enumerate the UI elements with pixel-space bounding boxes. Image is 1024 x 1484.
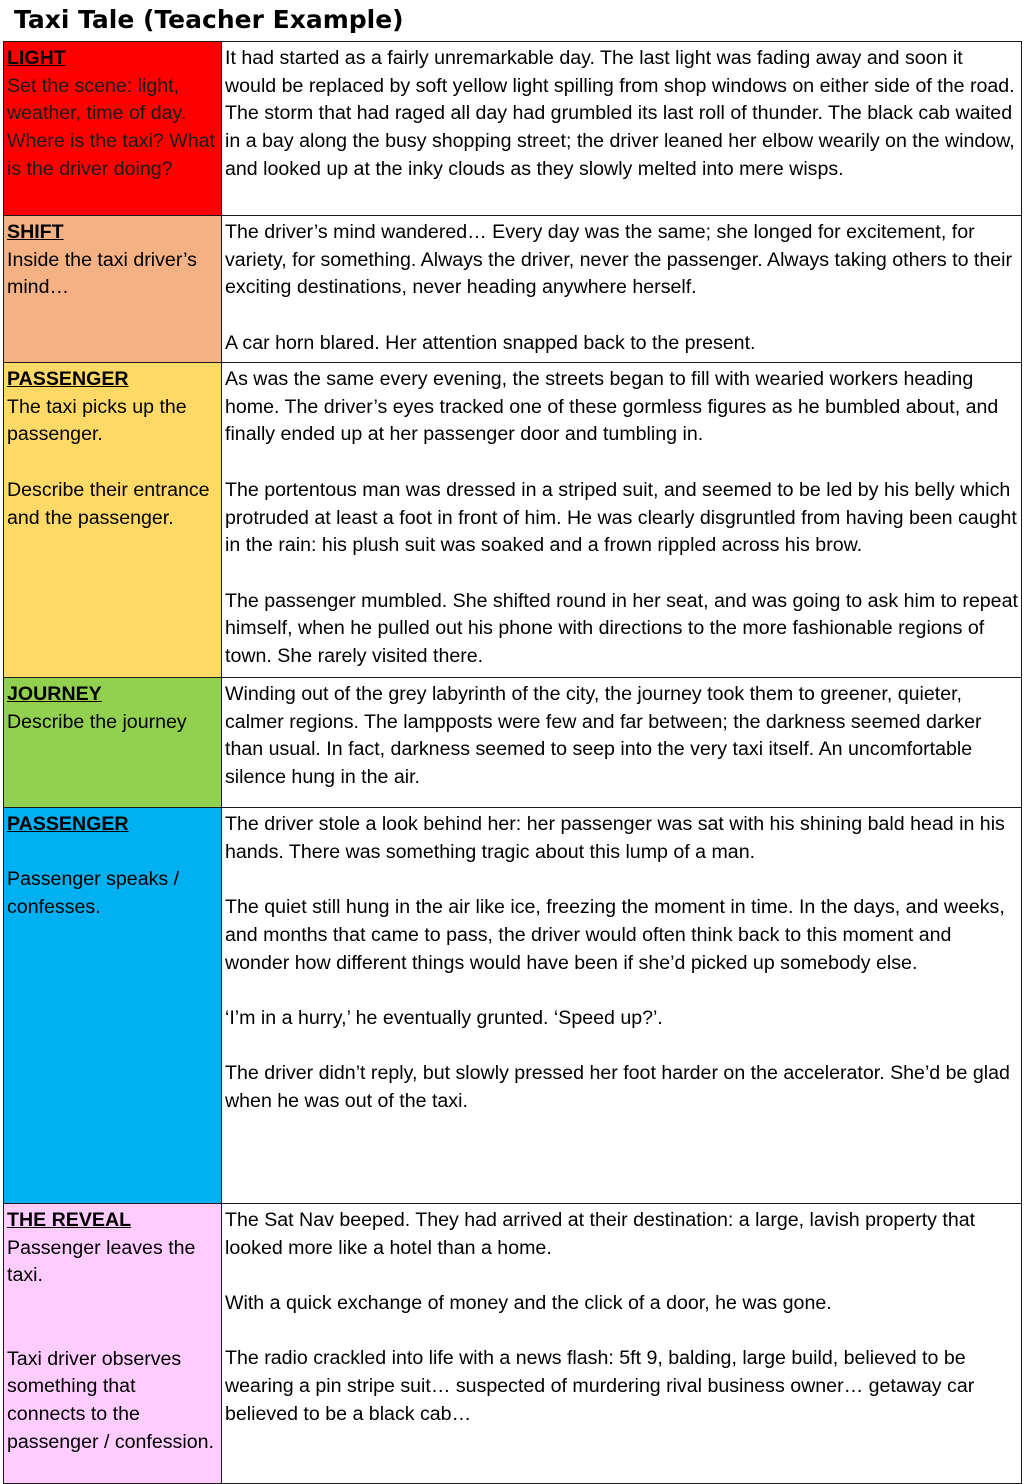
paragraph: As was the same every evening, the streets began to fill with wearied workers heading home. The driver’s eyes tracked one of these gormless figures as he bumbled about, and finally ended up at her passenger door and tumbling in. [225, 368, 999, 446]
label-cell-shift [4, 216, 222, 363]
paragraph: The driver’s mind wandered… Every day was the same; she longed for excitement, for variety, for something. Always the driver, never the passenger. Always taking others to their exciting destinations, never heading anywhere herself. [225, 221, 1013, 299]
section-heading-passenger: PASSENGER [7, 368, 129, 390]
table-row-passenger [4, 363, 1022, 678]
paragraph: The driver didn’t reply, but slowly pressed her foot harder on the accelerator. She’d be glad when he was out of the taxi. [225, 1062, 1010, 1112]
label-cell-reveal [4, 1204, 222, 1484]
paragraph: ‘I’m in a hurry,’ he eventually grunted. ‘Speed up?’. [225, 1006, 663, 1029]
paragraph: Winding out of the grey labyrinth of the city, the journey took them to greener, quieter, calmer regions. The lampposts were few and far between; the darkness seemed darker than usual. In fact, darkness seemed to seep into the very taxi itself. An uncomfortable silence hung in the air. [225, 683, 982, 789]
paragraph: The passenger mumbled. She shifted round in her seat, and was going to ask him to repeat himself, when he pulled out his phone with directions to the more fashionable regions of town. She rarely visited there. [225, 589, 1018, 667]
label-cell-passenger [4, 363, 222, 678]
label-cell-journey [4, 678, 222, 808]
section-prompt-light: Set the scene: light, weather, time of day. Where is the taxi? What is the driver doing? [7, 74, 215, 180]
section-prompt-journey: Describe the journey [7, 710, 187, 733]
paragraph: The Sat Nav beeped. They had arrived at their destination: a large, lavish property that looked more like a hotel than a home. [225, 1209, 976, 1259]
text-cell-light [222, 42, 1022, 216]
table-row-passenger-speaks [4, 808, 1022, 1204]
text-cell-passenger-speaks [222, 808, 1022, 1204]
label-cell-light [4, 42, 222, 216]
paragraph: With a quick exchange of money and the click of a door, he was gone. [225, 1292, 832, 1315]
table-row-journey [4, 678, 1022, 808]
paragraph: The portentous man was dressed in a striped suit, and seemed to be led by his belly which protruded at least a foot in front of him. He was clearly disgruntled from having been caught in the rain: his plush suit was soaked and a frown rippled across his brow. [225, 478, 1017, 557]
section-prompt-passenger-describe: Describe their entrance and the passenger. [7, 478, 210, 529]
story-plan-table [3, 41, 1022, 1484]
table-row-reveal [4, 1204, 1022, 1484]
section-heading-reveal: THE REVEAL [7, 1209, 132, 1231]
text-cell-reveal [222, 1204, 1022, 1484]
paragraph: The quiet still hung in the air like ice, freezing the moment in time. In the days, and weeks, and months that came to pass, the driver would often think back to this moment and wonder how different things would have been if she’d picked up somebody else. [225, 896, 1005, 974]
table-row-light [4, 42, 1022, 216]
paragraph: The driver stole a look behind her: her passenger was sat with his shining bald head in his hands. There was something tragic about this lump of a man. [225, 813, 1005, 863]
paragraph: The radio crackled into life with a news flash: 5ft 9, balding, large build, believed to be wearing a pin stripe suit… suspected of murdering rival business owner… getaway car believed to be a black cab… [225, 1347, 975, 1425]
section-prompt-shift: Inside the taxi driver’s mind… [7, 248, 197, 299]
text-cell-passenger [222, 363, 1022, 678]
paragraph: It had started as a fairly unremarkable day. The last light was fading away and soon it would be replaced by soft yellow light spilling from shop windows on either side of the road. The storm that had raged all day had grumbled its last roll of thunder. The black cab waited in a bay along the busy shopping street; the driver leaned her elbow wearily on the window, and looked up at the inky clouds as they slowly melted into mere wisps. [225, 47, 1015, 180]
section-prompt-reveal-leaves: Passenger leaves the taxi. [7, 1236, 196, 1287]
document-title: Taxi Tale (Teacher Example) [14, 5, 404, 34]
section-heading-journey: JOURNEY [7, 683, 102, 705]
label-cell-passenger-speaks [4, 808, 222, 1204]
table-row-shift [4, 216, 1022, 363]
section-heading-light: LIGHT [7, 47, 66, 69]
text-cell-journey [222, 678, 1022, 808]
paragraph: A car horn blared. Her attention snapped back to the present. [225, 331, 756, 354]
section-prompt-passenger: The taxi picks up the passenger. [7, 395, 187, 446]
section-heading-shift: SHIFT [7, 221, 64, 243]
section-heading-passenger-speaks: PASSENGER [7, 813, 129, 835]
text-cell-shift [222, 216, 1022, 363]
section-prompt-passenger-speaks: Passenger speaks / confesses. [7, 868, 180, 919]
section-prompt-reveal-observes: Taxi driver observes something that connects to the passenger / confession. [7, 1347, 214, 1453]
